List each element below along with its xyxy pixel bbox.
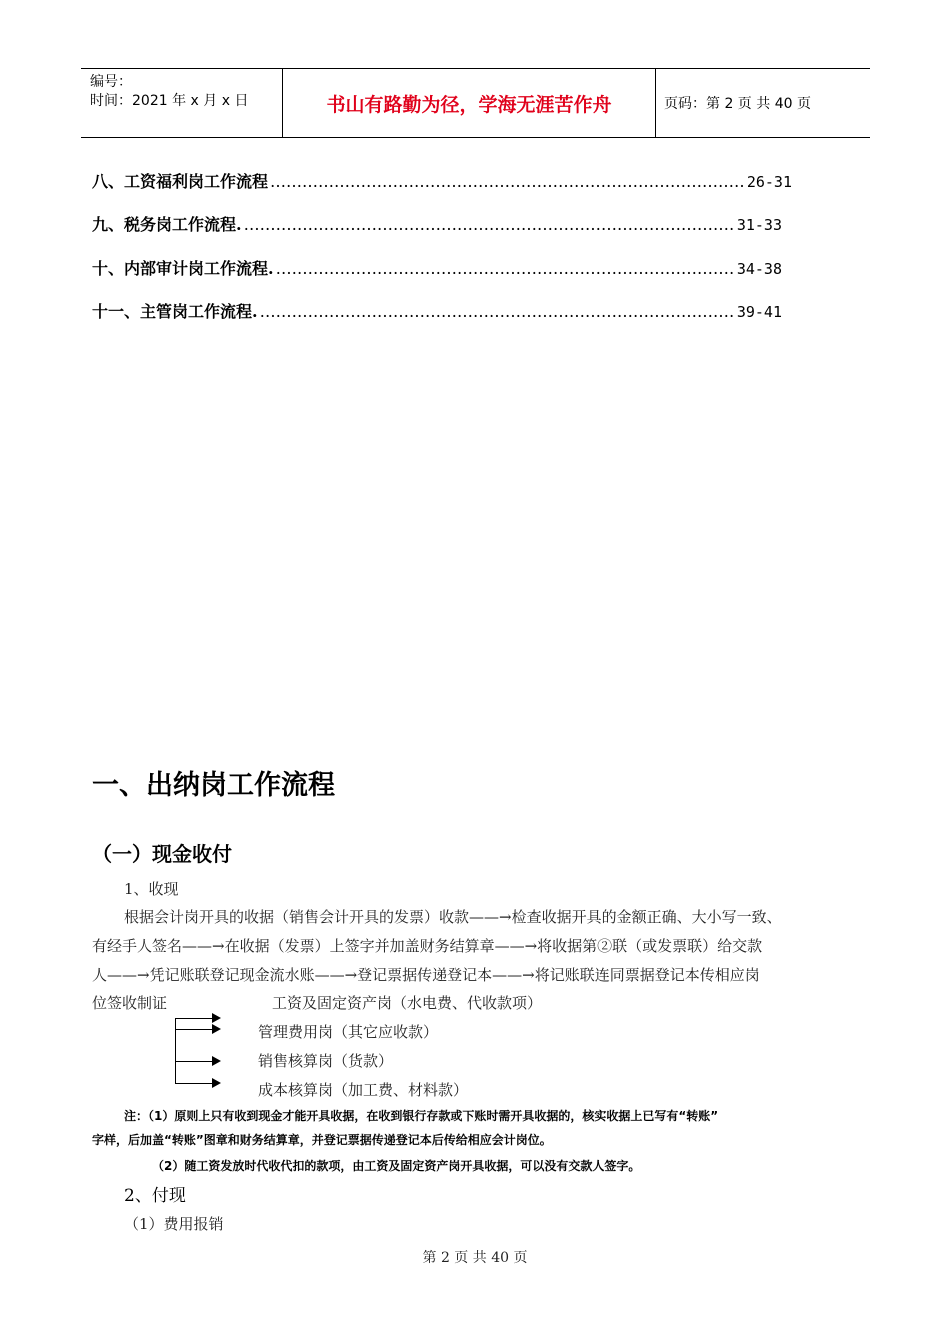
note-line: 字样，后加盖“转账”图章和财务结算章，并登记票据传递登记本后传给相应会计岗位。 — [92, 1133, 552, 1147]
flow-connector — [175, 1061, 215, 1062]
toc-leader — [260, 302, 735, 321]
paragraph-line: 人——→凭记账联登记现金流水账——→登记票据传递登记本——→将记账联连同票据登记本传相应岗 — [92, 966, 760, 984]
toc-pages: 34-38 — [736, 260, 782, 278]
toc-entry — [92, 169, 792, 192]
arrow-right-icon — [212, 1056, 221, 1066]
paragraph-line: 有经手人签名——→在收据（发票）上签字并加盖财务结算章——→将收据第②联（或发票联）给交款 — [92, 937, 763, 955]
header-date: 时间：2021 年 x 月 x 日 — [90, 93, 249, 109]
item-heading: 2、付现 — [124, 1186, 186, 1206]
note-line: （2）随工资发放时代收代扣的款项，由工资及固定资产岗开具收据，可以没有交款人签字。 — [152, 1159, 641, 1173]
header-divider — [655, 69, 656, 137]
header-page-info: 页码：第 2 页 共 40 页 — [664, 96, 811, 112]
section-title: 一、出纳岗工作流程 — [92, 770, 335, 801]
flow-connector — [175, 1018, 215, 1019]
toc-entry — [92, 299, 782, 322]
toc-entry — [92, 212, 782, 235]
toc-leader — [244, 215, 735, 234]
flow-branch: 成本核算岗（加工费、材料款） — [258, 1081, 469, 1099]
toc-label: 十一、主管岗工作流程. — [92, 302, 258, 321]
paragraph-line: 根据会计岗开具的收据（销售会计开具的发票）收款——→检查收据开具的金额正确、大小写一致、 — [124, 908, 782, 926]
document-header — [81, 68, 870, 138]
toc-leader — [270, 172, 745, 191]
toc-label: 八、工资福利岗工作流程 — [92, 172, 269, 191]
header-number: 编号： — [90, 74, 132, 90]
arrow-right-icon — [212, 1024, 221, 1034]
flow-connector — [175, 1029, 215, 1030]
toc-pages: 31-33 — [736, 216, 782, 234]
item-heading: 1、收现 — [124, 880, 179, 898]
note-line: 注：（1）原则上只有收到现金才能开具收据，在收到银行存款或下账时需开具收据的，核实收据上已写有“转账” — [124, 1109, 719, 1123]
toc-label: 十、内部审计岗工作流程. — [92, 259, 274, 278]
arrow-right-icon — [212, 1013, 221, 1023]
toc-label: 九、税务岗工作流程. — [92, 215, 242, 234]
flow-branch: 管理费用岗（其它应收款） — [258, 1023, 439, 1041]
header-motto: 书山有路勤为径，学海无涯苦作舟 — [326, 93, 612, 116]
toc-leader — [276, 259, 735, 278]
flow-connector — [175, 1018, 176, 1084]
page-footer: 第 2 页 共 40 页 — [422, 1250, 528, 1266]
toc-pages: 26-31 — [746, 173, 792, 191]
flow-branch: 销售核算岗（货款） — [258, 1052, 394, 1070]
paragraph-line: 位签收制证 — [92, 994, 168, 1012]
item-subheading: （1）费用报销 — [124, 1215, 224, 1233]
header-meta — [90, 73, 248, 111]
toc-pages: 39-41 — [736, 303, 782, 321]
flow-connector — [175, 1083, 215, 1084]
subsection-title: （一）现金收付 — [92, 842, 232, 866]
toc-entry — [92, 256, 782, 279]
arrow-right-icon — [212, 1078, 221, 1088]
flow-branch: 工资及固定资产岗（水电费、代收款项） — [272, 994, 543, 1012]
